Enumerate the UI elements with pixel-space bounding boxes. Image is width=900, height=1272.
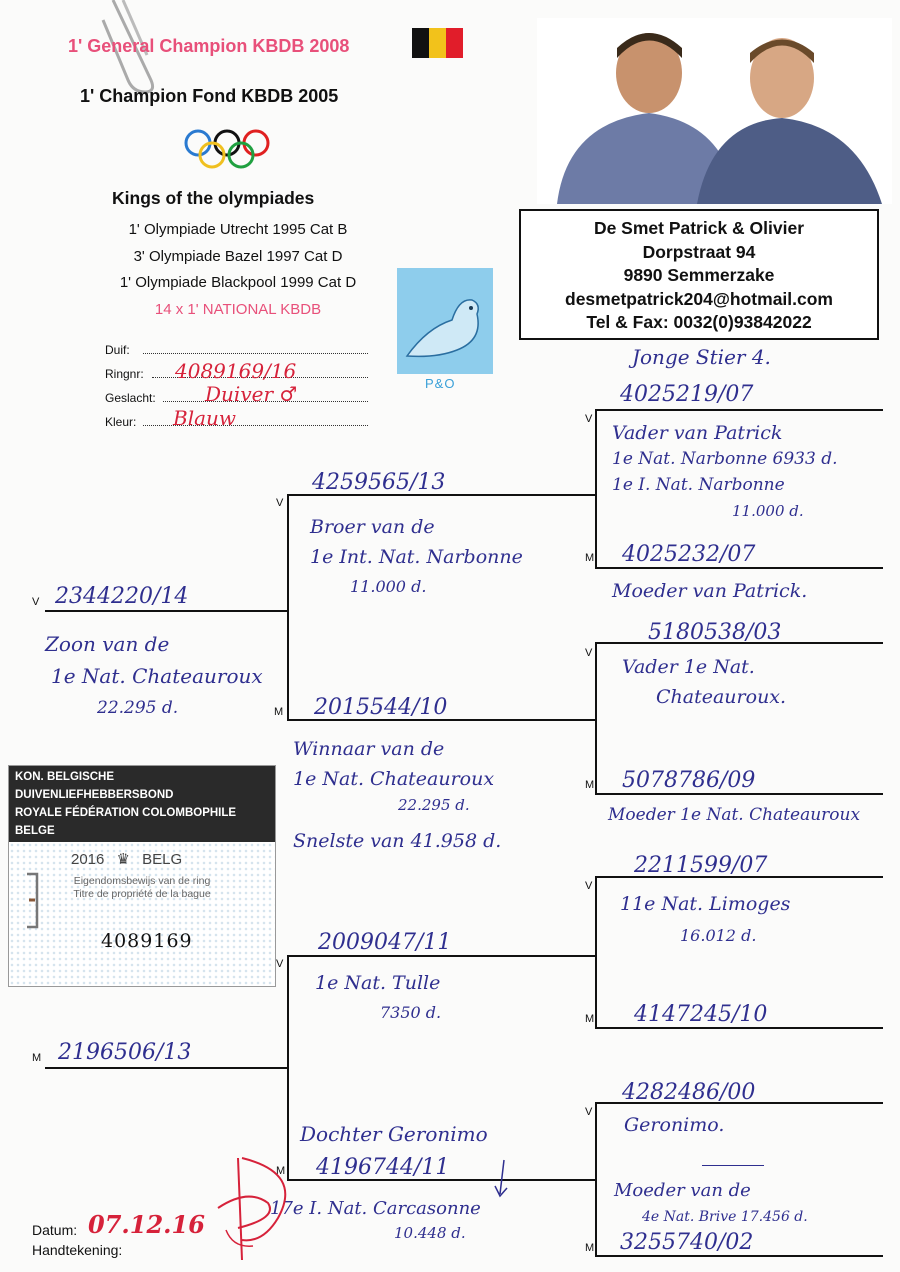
marker: M	[276, 1165, 286, 1177]
owner-name: De Smet Patrick & Olivier	[593, 218, 805, 238]
note-line: 1e I. Nat. Narbonne	[612, 475, 785, 495]
dam-ring: 2196506/13	[58, 1040, 192, 1065]
belgian-flag-icon	[412, 26, 464, 60]
sire-sire-ring: 4259565/13	[312, 470, 446, 495]
sss-notes	[612, 420, 838, 524]
sdd-notes: Moeder 1e Nat. Chateauroux	[608, 805, 861, 825]
note-line: 1e Int. Nat. Narbonne	[310, 546, 523, 568]
ddd-ring: 3255740/02	[620, 1230, 754, 1255]
dam-sire-notes	[315, 968, 441, 1028]
note-line: Snelste van 41.958 d.	[293, 830, 502, 852]
olympiade-item: 1' Olympiade Utrecht 1995 Cat B	[128, 221, 348, 238]
datum-value: 07.12.16	[88, 1210, 205, 1239]
note-line: 11.000 d.	[732, 502, 804, 520]
marker: M	[585, 779, 595, 791]
card-line1: KON. BELGISCHE DUIVENLIEFHEBBERSBOND	[15, 771, 174, 801]
sire-dam-notes	[293, 734, 501, 856]
marker: M	[585, 552, 595, 564]
owner-phone: Tel & Fax: 0032(0)93842022	[586, 312, 812, 332]
handtekening-label: Handtekening:	[32, 1242, 123, 1258]
arrow-icon	[492, 1158, 512, 1200]
title-general-champion: 1' General Champion KBDB 2008	[68, 36, 350, 56]
dsd-ring: 4147245/10	[634, 1002, 768, 1027]
marker: V	[585, 647, 593, 659]
note-line: 1e Nat. Tulle	[315, 972, 441, 994]
note-line: 16.012 d.	[680, 926, 757, 945]
po-logo-label: P&O	[425, 376, 456, 391]
crown-icon: ♛	[116, 851, 130, 868]
staple-icon	[21, 872, 43, 932]
dss-ring: 2211599/07	[634, 853, 768, 878]
note-line: 11e Nat. Limoges	[620, 893, 791, 915]
dds-ring: 4282486/00	[622, 1080, 756, 1105]
sire-dam-ring: 2015544/10	[314, 695, 448, 720]
dam-sire-ring: 2009047/11	[318, 930, 452, 955]
contact-box	[519, 209, 879, 340]
ringnr-label: Ringnr:	[105, 367, 144, 381]
marker: M	[585, 1242, 595, 1254]
note-line: 11.000 d.	[350, 577, 427, 596]
note-line: 7350 d.	[380, 1003, 442, 1022]
ssd-ring: 4025232/07	[622, 542, 756, 567]
ssd-notes: Moeder van Patrick.	[612, 580, 808, 602]
sss-ring: 4025219/07	[620, 382, 754, 407]
card-year: 2016	[71, 851, 105, 868]
kings-heading: Kings of the olympiades	[112, 188, 315, 208]
olympiade-item: 3' Olympiade Bazel 1997 Cat D	[133, 247, 343, 265]
note-line: 10.448 d.	[394, 1224, 466, 1242]
card-line2: ROYALE FÉDÉRATION COLOMBOPHILE BELGE	[15, 807, 237, 837]
marker: V	[585, 1106, 593, 1118]
marker: M	[585, 1013, 595, 1025]
marker: V	[276, 497, 284, 509]
dam-dam-ring: 4196744/11	[316, 1155, 450, 1180]
note-line: 22.295 d.	[398, 796, 470, 814]
owner-city: 9890 Semmerzake	[623, 265, 775, 285]
note-line: 17e I. Nat. Carcasonne	[270, 1198, 481, 1219]
sdd-ring: 5078786/09	[622, 768, 756, 793]
marker: V	[276, 958, 284, 970]
ring-ownership-card	[8, 765, 276, 987]
note-line: Vader 1e Nat.	[622, 656, 755, 678]
marker: V	[585, 413, 593, 425]
sds-notes	[622, 652, 786, 712]
note-line: Chateauroux.	[656, 686, 787, 708]
geslacht-value: Duiver ♂	[205, 382, 298, 406]
card-desc1: Eigendomsbewijs van de ring	[73, 875, 211, 887]
sds-ring: 5180538/03	[648, 620, 782, 645]
owner-street: Dorpstraat 94	[642, 241, 756, 262]
ddd-notes	[614, 1178, 808, 1230]
note-line: 1e Nat. Chateauroux	[293, 768, 495, 790]
card-country: BELG	[142, 851, 183, 868]
kleur-label: Kleur:	[105, 415, 137, 429]
ringnr-value: 4089169/16	[175, 359, 297, 383]
marker: V	[32, 596, 40, 608]
olympiade-item: 1' Olympiade Blackpool 1999 Cat D	[119, 274, 357, 291]
marker: M	[32, 1052, 42, 1064]
owner-email: desmetpatrick204@hotmail.com	[565, 288, 833, 309]
sire-ring: 2344220/14	[55, 584, 189, 609]
datum-label: Datum:	[32, 1222, 78, 1238]
card-desc2: Titre de propriété de la bague	[73, 888, 211, 900]
pigeon-fields	[105, 343, 388, 439]
duif-label: Duif:	[105, 343, 130, 357]
card-number: 4089169	[101, 930, 193, 952]
dss-notes	[620, 888, 790, 952]
note-line: Moeder van de	[614, 1180, 751, 1201]
signature	[208, 1148, 318, 1268]
marker: M	[274, 706, 284, 718]
olympic-rings-icon	[180, 128, 285, 170]
note-line: Winnaar van de	[293, 738, 445, 760]
note-line: 4e Nat. Brive 17.456 d.	[642, 1209, 808, 1225]
note-line: Zoon van de	[45, 632, 170, 656]
dds-notes: Geronimo.	[624, 1114, 725, 1136]
sss-title: Jonge Stier 4.	[632, 345, 771, 369]
note-line: 1e Nat. Chateauroux	[51, 664, 263, 688]
kleur-value: Blauw	[173, 406, 237, 430]
separator-line	[702, 1165, 764, 1166]
owners-photo	[537, 18, 892, 204]
dam-dam-above: Dochter Geronimo	[300, 1122, 488, 1146]
geslacht-label: Geslacht:	[105, 391, 156, 405]
marker: V	[585, 880, 593, 892]
title-champion-fond: 1' Champion Fond KBDB 2005	[80, 86, 339, 106]
note-line: Vader van Patrick	[612, 422, 783, 444]
note-line: 1e Nat. Narbonne 6933 d.	[612, 449, 838, 469]
card-header	[9, 766, 275, 842]
sire-notes	[45, 628, 263, 724]
note-line: Broer van de	[310, 516, 435, 538]
note-line: 22.295 d.	[97, 698, 179, 718]
olympiade-list	[88, 217, 388, 323]
sire-sire-notes	[310, 512, 523, 602]
po-logo	[397, 268, 493, 374]
national-wins: 14 x 1' NATIONAL KBDB	[154, 300, 322, 318]
